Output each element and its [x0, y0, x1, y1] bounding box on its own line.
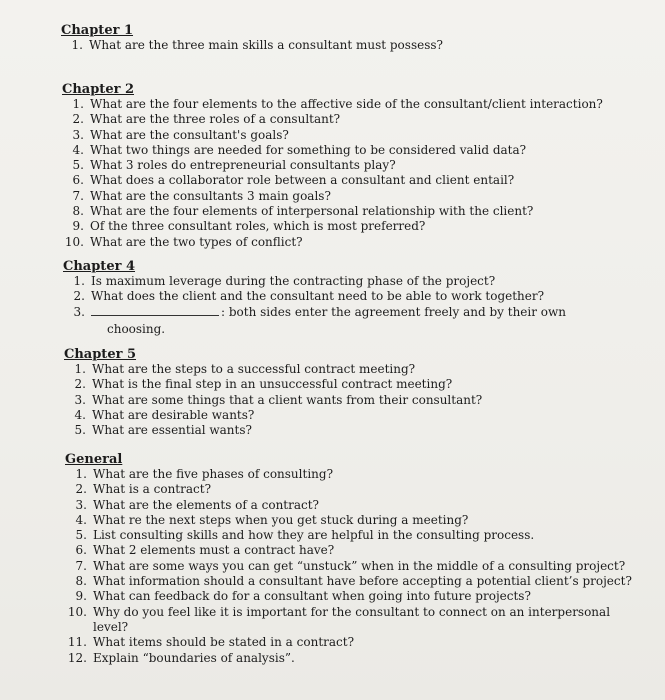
item-text: What are some ways you can get “unstuck” when in the middle of a consulting project?: [93, 558, 626, 573]
list-item: [64, 408, 644, 423]
item-text: What are the three main skills a consultant must possess?: [89, 38, 443, 52]
list-item: [65, 498, 645, 513]
item-text: What are the consultant's goals?: [90, 127, 289, 142]
item-number: 4.: [72, 142, 84, 157]
item-number: 8.: [75, 574, 87, 589]
chapter-5-heading: Chapter 5: [64, 347, 137, 362]
item-number: 2.: [74, 377, 86, 392]
list-item: [62, 112, 642, 127]
item-text: What is a contract?: [93, 482, 211, 497]
item-text: What are essential wants?: [92, 423, 252, 438]
list-item: [65, 482, 645, 497]
item-number: 10.: [67, 604, 87, 619]
item-text: What are the two types of conflict?: [90, 234, 303, 249]
list-item: [65, 467, 645, 482]
item-number: 1.: [74, 362, 86, 376]
chapter-4-heading: Chapter 4: [63, 259, 136, 274]
item-number: 2.: [73, 289, 85, 304]
item-number: 9.: [72, 219, 84, 234]
list-item: [65, 635, 645, 650]
item-number: 1.: [73, 274, 85, 288]
item-text: What information should a consultant have before accepting a potential client’s project?: [93, 574, 632, 589]
item-text: What are some things that a client wants from their consultant?: [92, 392, 483, 407]
item-continuation: choosing.: [107, 321, 166, 336]
list-item: [64, 377, 644, 392]
item-number: 2.: [75, 482, 87, 497]
list-item: [64, 362, 644, 377]
chapter-2-heading: Chapter 2: [62, 82, 135, 97]
list-item: [62, 143, 642, 158]
chapter-2-section: [62, 82, 642, 250]
item-number: 5.: [75, 528, 87, 543]
item-text: List consulting skills and how they are helpful in the consulting process.: [93, 528, 535, 543]
item-text: What two things are needed for something to be considered valid data?: [90, 142, 527, 157]
item-text: What can feedback do for a consultant when going into future projects?: [93, 589, 531, 604]
fill-in-blank: [91, 305, 219, 316]
item-text: What 2 elements must a contract have?: [93, 543, 335, 558]
item-text: What 3 roles do entrepreneurial consultants play?: [90, 158, 396, 173]
item-number: 1.: [75, 467, 87, 481]
item-text: What are the four elements of interpersonal relationship with the client?: [90, 204, 534, 219]
list-item: [63, 305, 643, 320]
item-text: What does the client and the consultant need to be able to work together?: [91, 289, 545, 304]
item-text: What are the steps to a successful contract meeting?: [92, 362, 416, 376]
list-item: [62, 189, 642, 204]
item-number: 12.: [67, 650, 87, 665]
list-item: [65, 589, 645, 604]
item-text: Why do you feel like it is important for the consultant to connect on an interpersonal level?: [93, 604, 611, 634]
item-text: What are desirable wants?: [92, 407, 255, 422]
general-list: [65, 467, 645, 666]
item-text: Is maximum leverage during the contracting phase of the project?: [91, 274, 496, 288]
list-item: [62, 158, 642, 173]
list-item: [62, 204, 642, 219]
item-number: 3.: [74, 392, 86, 407]
item-text: What are the elements of a contract?: [93, 497, 319, 512]
chapter-1-list: [61, 38, 641, 53]
item-number: 5.: [72, 158, 84, 173]
item-number: 6.: [72, 173, 84, 188]
chapter-5-section: [64, 347, 644, 438]
item-number: 1.: [71, 38, 83, 52]
item-number: 2.: [72, 112, 84, 127]
chapter-5-list: [64, 362, 644, 438]
general-heading: General: [65, 452, 123, 467]
item-text: : both sides enter the agreement freely and by their own: [221, 304, 567, 319]
item-number: 10.: [64, 234, 84, 249]
list-item: [62, 97, 642, 112]
chapter-4-list: [63, 274, 643, 320]
item-text: What are the three roles of a consultant?: [90, 112, 341, 127]
item-number: 4.: [74, 407, 86, 422]
item-number: 1.: [72, 97, 84, 111]
list-item: [65, 528, 645, 543]
item-text: What are the five phases of consulting?: [93, 467, 334, 481]
item-number: 5.: [74, 423, 86, 438]
item-text: What are the consultants 3 main goals?: [90, 188, 331, 203]
list-item: [65, 605, 645, 636]
item-number: 9.: [75, 589, 87, 604]
item-number: 7.: [72, 188, 84, 203]
list-item: [65, 559, 645, 574]
list-item: [62, 128, 642, 143]
item-text: Of the three consultant roles, which is most preferred?: [90, 219, 426, 234]
list-item: [63, 274, 643, 289]
chapter-1-heading: Chapter 1: [61, 23, 134, 38]
general-section: [65, 452, 645, 666]
item-number: 7.: [75, 558, 87, 573]
item-number: 4.: [75, 512, 87, 527]
list-item: [64, 423, 644, 438]
chapter-1-section: [61, 23, 641, 53]
list-item: [65, 574, 645, 589]
item-number: 11.: [67, 635, 87, 650]
item-text: Explain “boundaries of analysis”.: [93, 650, 295, 665]
item-number: 3.: [75, 497, 87, 512]
item-text: What does a collaborator role between a consultant and client entail?: [90, 173, 515, 188]
item-text: What items should be stated in a contract?: [93, 635, 355, 650]
list-item: [62, 235, 642, 250]
list-item: [62, 173, 642, 188]
list-item: [65, 543, 645, 558]
item-number: 6.: [75, 543, 87, 558]
list-item: [63, 289, 643, 304]
list-item: [65, 651, 645, 666]
list-item: [64, 393, 644, 408]
chapter-2-list: [62, 97, 642, 250]
item-text: What re the next steps when you get stuck during a meeting?: [93, 512, 469, 527]
chapter-4-section: [63, 259, 643, 337]
list-item: [65, 513, 645, 528]
list-item: [61, 38, 641, 53]
list-item: [62, 219, 642, 234]
item-text: What is the final step in an unsuccessful contract meeting?: [92, 377, 453, 392]
item-number: 8.: [72, 204, 84, 219]
item-text: What are the four elements to the affective side of the consultant/client interaction?: [90, 97, 603, 111]
item-number: 3.: [73, 304, 85, 319]
item-number: 3.: [72, 127, 84, 142]
